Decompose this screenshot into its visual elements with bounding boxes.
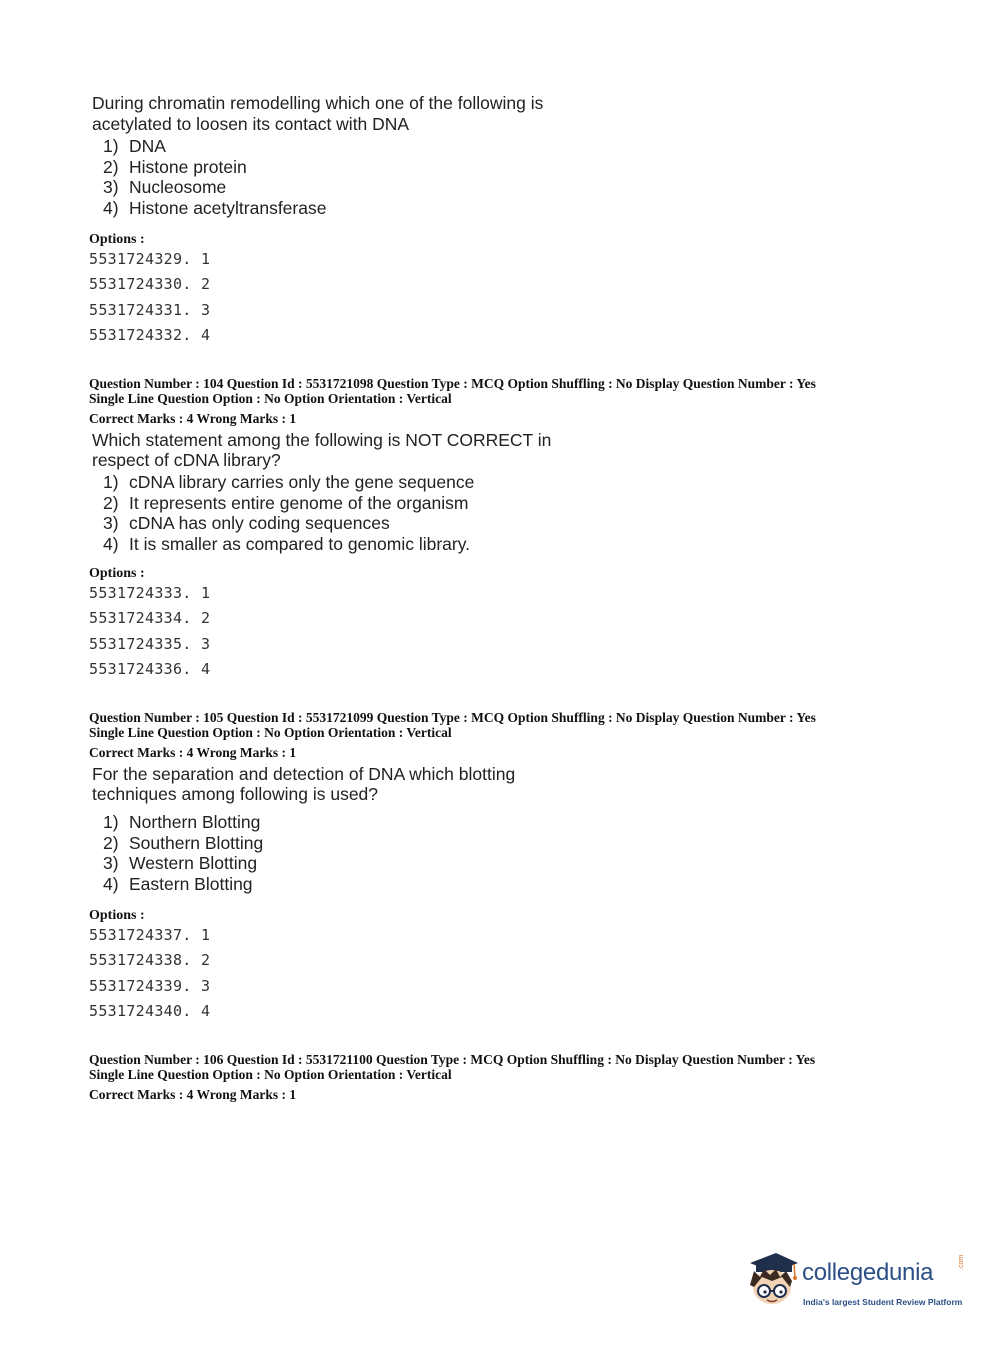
option-id: 5531724334. 2 [89,609,211,628]
answer-choice: 2) Histone protein [103,156,247,177]
answer-choice: 1) DNA [103,136,166,156]
question-meta: Question Number : 104 Question Id : 5531721098 Question Type : MCQ Option Shuffling : No Display Question Number : Yes [89,376,816,391]
answer-choice: 1) cDNA library carries only the gene sequence [103,472,475,492]
answer-choices [103,472,474,554]
options-label: Options : [89,908,145,923]
brand-domain: .com [958,1254,965,1270]
question-marks: Correct Marks : 4 Wrong Marks : 1 [89,1087,297,1102]
question-meta: Single Line Question Option : No Option Orientation : Vertical [89,1067,452,1082]
mascot-icon [742,1247,800,1317]
question-meta: Question Number : 105 Question Id : 5531721099 Question Type : MCQ Option Shuffling : No Display Question Number : Yes [89,710,816,725]
option-id: 5531724332. 4 [89,326,211,345]
answer-choice: 2) Southern Blotting [103,832,264,853]
question-marks: Correct Marks : 4 Wrong Marks : 1 [89,745,297,760]
answer-choice: 4) Eastern Blotting [103,873,253,894]
answer-choice: 3) cDNA has only coding sequences [103,513,390,534]
question-stem-line: techniques among following is used? [92,784,379,804]
collegedunia-logo [742,1247,972,1317]
option-id-list [89,247,210,349]
answer-choice: 3) Nucleosome [103,177,227,198]
answer-choice: 1) Northern Blotting [103,812,261,832]
answer-choices [103,136,326,218]
question-stem-line: acetylated to loosen its contact with DNA [92,114,410,134]
option-id: 5531724340. 4 [89,1002,211,1021]
answer-choice: 2) It represents entire genome of the organism [103,492,469,513]
option-id: 5531724333. 1 [89,584,211,602]
options-label: Options : [89,566,145,581]
question-meta: Single Line Question Option : No Option Orientation : Vertical [89,391,452,406]
question-marks: Correct Marks : 4 Wrong Marks : 1 [89,411,297,426]
option-id: 5531724336. 4 [89,660,211,679]
option-id-list [89,923,210,1025]
option-id: 5531724338. 2 [89,951,211,970]
answer-choice: 4) It is smaller as compared to genomic library. [103,533,471,554]
question-stem-line: For the separation and detection of DNA which blotting [92,764,516,784]
question-stem-line: respect of cDNA library? [92,450,281,470]
option-id: 5531724330. 2 [89,275,211,294]
brand-name: collegedunia [802,1259,934,1286]
question-stem-line: During chromatin remodelling which one of the following is [92,93,544,113]
brand-tagline: India's largest Student Review Platform [803,1297,963,1307]
option-id: 5531724339. 3 [89,976,211,995]
answer-choice: 4) Histone acetyltransferase [103,197,327,218]
option-id-list [89,581,210,683]
option-id: 5531724337. 1 [89,926,211,944]
question-meta: Single Line Question Option : No Option Orientation : Vertical [89,725,452,740]
option-id: 5531724335. 3 [89,634,211,653]
options-label: Options : [89,232,145,247]
question-meta: Question Number : 106 Question Id : 5531721100 Question Type : MCQ Option Shuffling : No Display Question Number : Yes [89,1052,816,1067]
answer-choice: 3) Western Blotting [103,853,258,874]
answer-choices [103,812,263,894]
option-id: 5531724329. 1 [89,250,211,268]
question-stem-line: Which statement among the following is NOT CORRECT in [92,430,552,450]
option-id: 5531724331. 3 [89,300,211,319]
